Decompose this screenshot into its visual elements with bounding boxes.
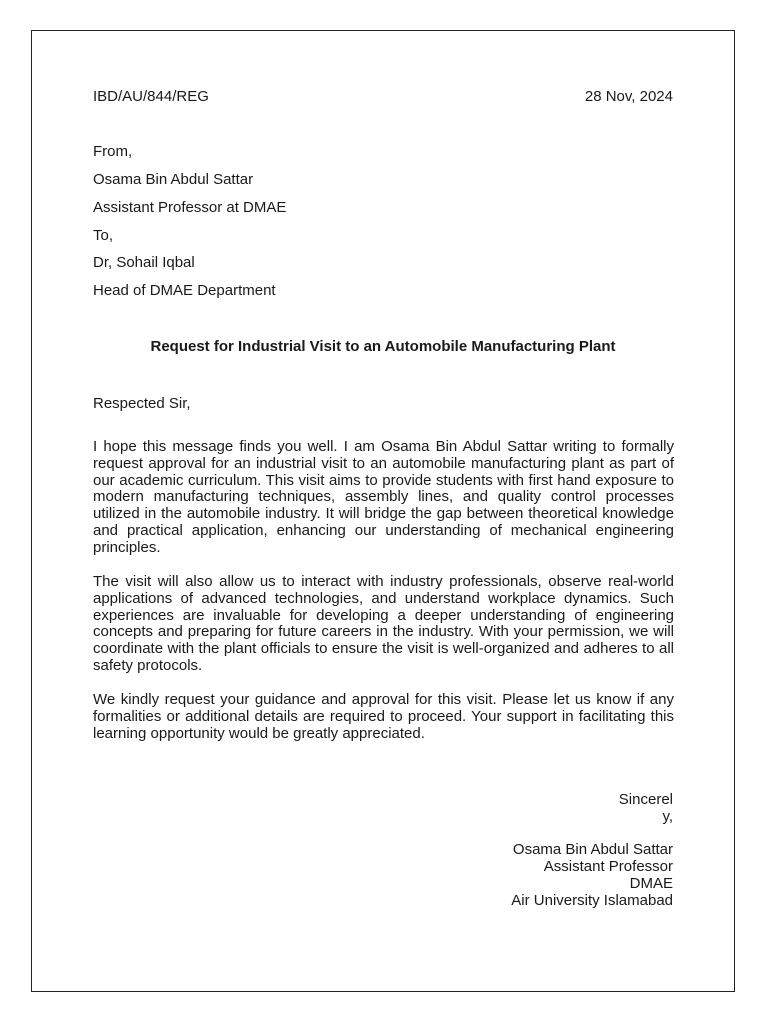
letter-date: 28 Nov, 2024 xyxy=(584,88,673,105)
to-label: To, xyxy=(93,227,114,244)
salutation: Respected Sir, xyxy=(93,395,191,412)
recipient-name: Dr, Sohail Iqbal xyxy=(93,254,195,271)
letter-page xyxy=(31,30,735,992)
recipient-title: Head of DMAE Department xyxy=(93,282,276,299)
sender-name: Osama Bin Abdul Sattar xyxy=(93,171,254,188)
signature-name: Osama Bin Abdul Sattar xyxy=(512,841,673,858)
sender-title: Assistant Professor at DMAE xyxy=(93,199,287,216)
signature-title: Assistant Professor xyxy=(543,858,673,875)
reference-number: IBD/AU/844/REG xyxy=(93,88,209,105)
signature-institution: Air University Islamabad xyxy=(511,892,673,909)
body-paragraph-2: The visit will also allow us to interact with industry professionals, observe real-world applications of advanced technologies, and understand workplace dynamics. Such experiences are invaluable for developing a deeper understanding of engineering concepts and preparing for future careers in the industry. With your permission, we will coordinate with the plant officials to ensure the visit is well-organized and adheres to all safety protocols. xyxy=(93,573,674,674)
closing: Sincerely, xyxy=(618,791,673,825)
body-paragraph-3: We kindly request your guidance and approval for this visit. Please let us know if any formalities or additional details are required to proceed. Your support in facilitating this learning opportunity would be greatly appreciated. xyxy=(93,691,674,742)
signature-block xyxy=(511,841,673,909)
letter-subject: Request for Industrial Visit to an Automobile Manufacturing Plant xyxy=(150,338,616,355)
signature-department: DMAE xyxy=(629,875,673,892)
body-paragraph-1: I hope this message finds you well. I am Osama Bin Abdul Sattar writing to formally request approval for an industrial visit to an automobile manufacturing plant as part of our academic curriculum. This visit aims to provide students with first hand exposure to modern manufacturing techniques, assembly lines, and quality control processes utilized in the automobile industry. It will bridge the gap between theoretical knowledge and practical application, enhancing our understanding of mechanical engineering principles. xyxy=(93,438,674,556)
from-label: From, xyxy=(93,143,133,160)
